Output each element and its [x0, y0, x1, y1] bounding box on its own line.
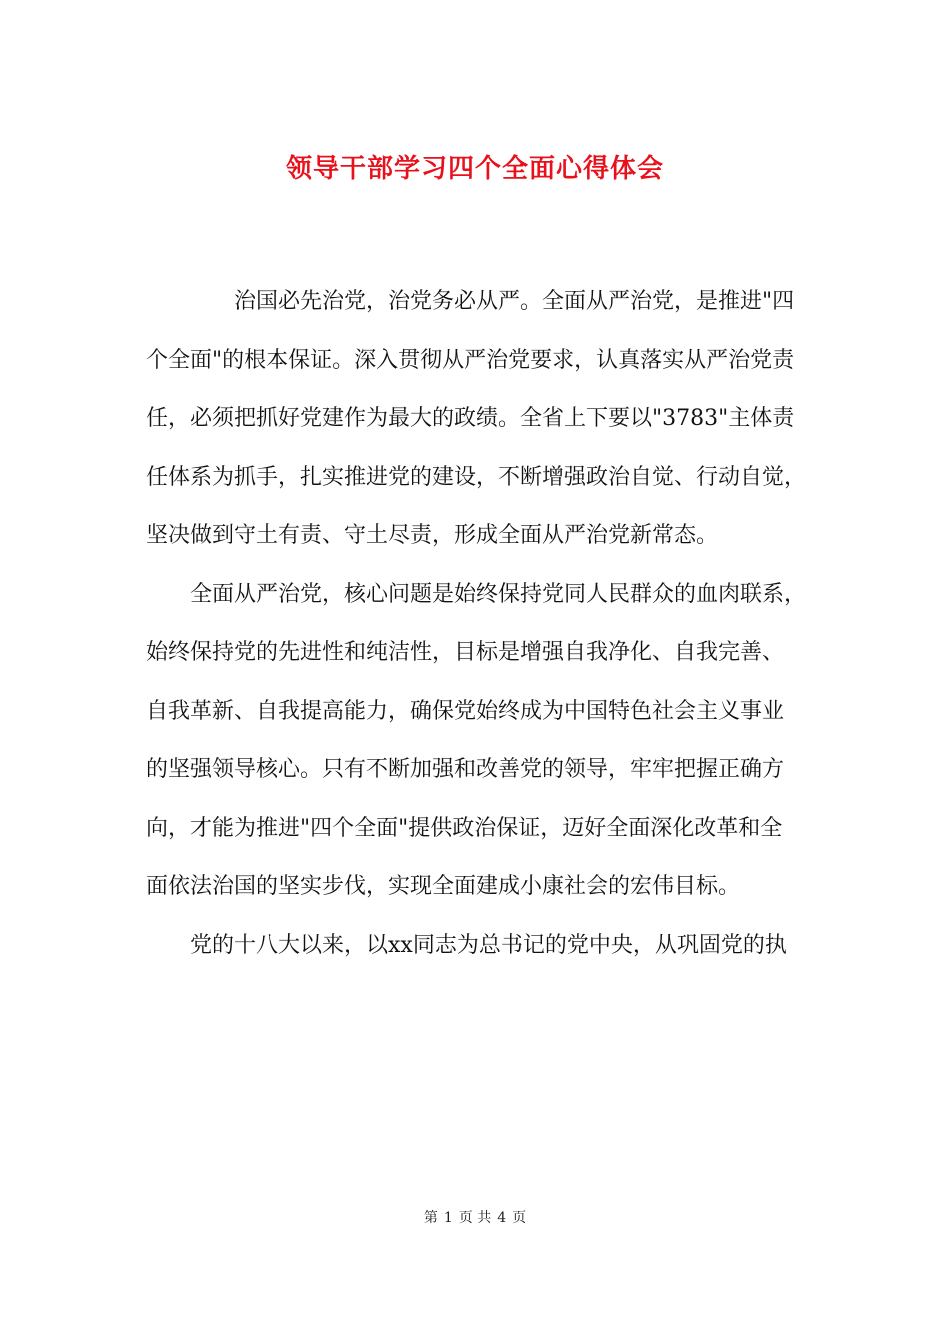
paragraph-line: 自我革新、自我提高能力，确保党始终成为中国特色社会主义事业: [146, 698, 785, 724]
page-total-number: 4: [497, 1210, 507, 1226]
paragraph-line: 治国必先治党，治党务必从严。全面从严治党，是推进"四: [234, 289, 795, 314]
page-label-prefix: 第: [423, 1210, 438, 1226]
paragraph-line: 坚决做到守土有责、守土尽责，形成全面从严治党新常态。: [146, 523, 719, 548]
paragraph-2: [146, 566, 836, 917]
paragraph-line: 任体系为抓手，扎实推进党的建设，不断增强政治自觉、行动自觉，: [146, 464, 807, 490]
page-label-suffix: 页: [512, 1210, 527, 1226]
paragraph-line: 党的十八大以来，以xx同志为总书记的党中央，从巩固党的执: [190, 932, 787, 958]
paragraph-line: 全面从严治党，核心问题是始终保持党同人民群众的血肉联系，: [190, 581, 807, 607]
paragraph-line: 向，才能为推进"四个全面"提供政治保证，迈好全面深化改革和全: [146, 815, 783, 841]
paragraph-line: 始终保持党的先进性和纯洁性，目标是增强自我净化、自我完善、: [146, 640, 785, 665]
paragraph-line: 的坚强领导核心。只有不断加强和改善党的领导，牢牢把握正确方: [146, 757, 785, 782]
page-footer: [0, 1207, 950, 1229]
paragraph-line: 面依法治国的坚实步伐，实现全面建成小康社会的宏伟目标。: [146, 874, 741, 899]
page-label-mid: 页 共: [458, 1210, 492, 1226]
paragraph-line: 个全面"的根本保证。深入贯彻从严治党要求，认真落实从严治党责: [146, 347, 795, 373]
document-title: 领导干部学习四个全面心得体会: [285, 154, 664, 185]
document-body: [146, 273, 836, 975]
paragraph-line: 任，必须把抓好党建作为最大的政绩。全省上下要以"3783"主体责: [146, 406, 795, 431]
paragraph-1: [146, 273, 836, 566]
page-current-number: 1: [443, 1210, 453, 1226]
paragraph-3: [146, 917, 836, 976]
